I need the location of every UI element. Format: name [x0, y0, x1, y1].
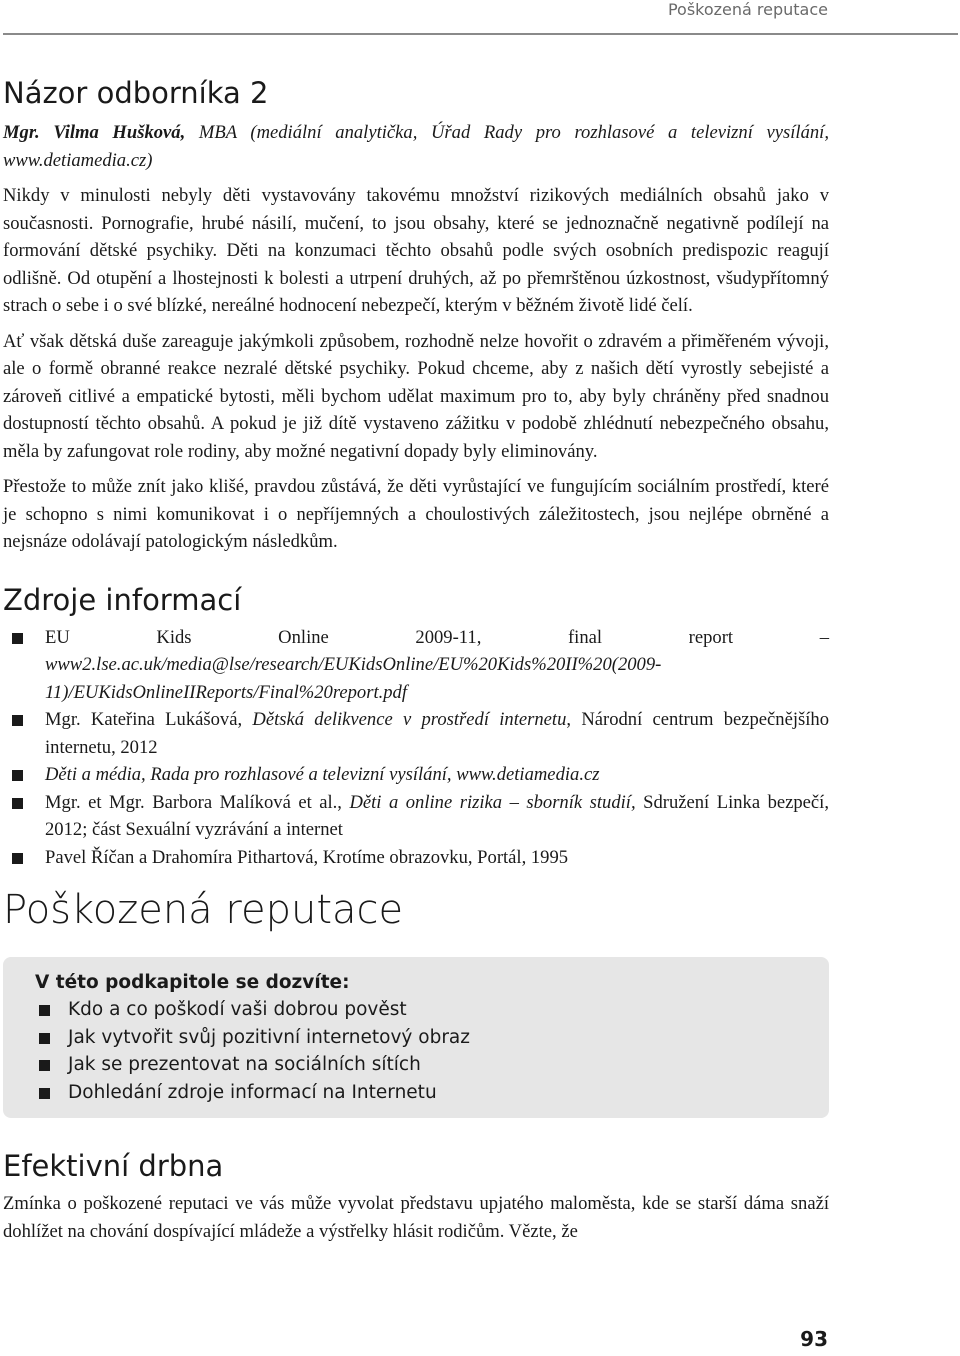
source-title: Dětská delikvence v prostředí internetu [252, 709, 567, 730]
source-item [3, 789, 829, 844]
learning-goal-item: Jak vytvořit svůj pozitivní internetový obraz [35, 1024, 797, 1052]
source-item [3, 761, 829, 789]
expert-byline [3, 119, 829, 174]
learning-goal-item: Jak se prezentovat na sociálních sítích [35, 1051, 797, 1079]
source-text: Mgr. et Mgr. Barbora Malíková et al., [45, 791, 350, 813]
expert-paragraph-3: Přestože to může znít jako klišé, pravdou zůstává, že děti vyrůstající ve fungujícím sociálním prostředí, které je schopno s nimi komunikovat i o nepříjemných a choulostivých záležitostech, jsou nejlépe obrněné a nejsnáze odolávají patologickým následkům. [3, 476, 829, 552]
section-paragraph: Zmínka o poškozené reputaci ve vás může vyvolat představu upjatého maloměsta, kde se starší dáma snaží dohlížet na chování dospívající mládeže a výstřelky hlásit rodičům. Vězte, že [3, 1193, 829, 1242]
section-heading: Efektivní drbna [3, 1149, 224, 1183]
source-item [3, 844, 829, 872]
expert-paragraph-2: Ať však dětská duše zareaguje jakýmkoli způsobem, rozhodně nelze hovořit o zdravém a přiměřeném vývoji, ale o formě obranné reakce nezralé dětské psychiky. Pokud chceme, aby z našich dětí vyrostly sebejisté a zároveň citlivé a empatické bytosti, měli bychom udělat maximum pro to, aby byly chráněny před snadnou dostupností těchto obsahů. A pokud je již dítě vystaveno zážitku v podobě zhlédnutí nebezpečného obsahu, měla by zafungovat role rodiny, aby možné negativní dopady byly eliminovány. [3, 330, 829, 462]
source-title: Děti a média, Rada pro rozhlasové a televizní vysílání, www.detiamedia.cz [45, 764, 600, 785]
source-link[interactable]: www2.lse.ac.uk/media@lse/research/EUKidsOnline/EU%20Kids%20II%20(2009-11)/EUKidsOnlineIIReports/Final%20report.pdf [45, 654, 662, 703]
page-content [3, 71, 829, 1245]
sources-heading: Zdroje informací [3, 582, 242, 617]
learning-goals-box [3, 957, 829, 1118]
source-title: Děti a online rizika – sborník studií, [349, 791, 636, 813]
header-rule [3, 33, 958, 35]
sources-list [3, 624, 829, 872]
source-text: Mgr. Kateřina Lukášová, [45, 709, 253, 730]
source-item [3, 624, 829, 707]
learning-goals-list [35, 996, 797, 1106]
expert-opinion-heading: Názor odborníka 2 [3, 76, 269, 110]
source-text: , Národní centrum bezpečnějšího internetu, 2012 [45, 709, 830, 758]
source-text: Pavel Říčan a Drahomíra Pithartová, Krotíme obrazovku, Portál, 1995 [45, 846, 569, 868]
expert-paragraph-1: Nikdy v minulosti nebyly děti vystavovány takovému množství rizikových mediálních obsahů jako v současnosti. Pornografie, hrubé násilí, mučení, to jsou obsahy, které se jednoznačně negativně podílejí na formování dětské psychiky. Děti na konzumaci těchto obsahů podle svých osobních predispozic reagují odlišně. Od otupění a lhostejnosti k bolesti a utrpení druhých, až po přemrštěnou úzkostnost, všudypřítomný strach o sebe i o své blízké, nereálné hodnocení nebezpečí, kterým v běžném životě lidé čelí. [3, 185, 829, 316]
source-text: EU Kids Online 2009-11, final report – [45, 626, 829, 648]
source-item [3, 706, 829, 761]
learning-goals-title: V této podkapitole se dozvíte: [35, 972, 350, 993]
chapter-heading: Poškozená reputace [3, 887, 404, 933]
page-number: 93 [800, 1327, 828, 1351]
expert-name: Mgr. Vilma Hušková, [3, 122, 186, 143]
expert-affiliation: MBA (mediální analytička, Úřad Rady pro rozhlasové a televizní vysílání, www.detiamedia.cz) [3, 122, 829, 171]
running-header: Poškozená reputace [667, 0, 828, 19]
learning-goal-item: Kdo a co poškodí vaši dobrou pověst [35, 996, 797, 1024]
source-text: Sdružení Linka bezpečí, 2012; část Sexuální vyzrávání a internet [45, 791, 829, 840]
learning-goal-item: Dohledání zdroje informací na Internetu [35, 1079, 797, 1107]
